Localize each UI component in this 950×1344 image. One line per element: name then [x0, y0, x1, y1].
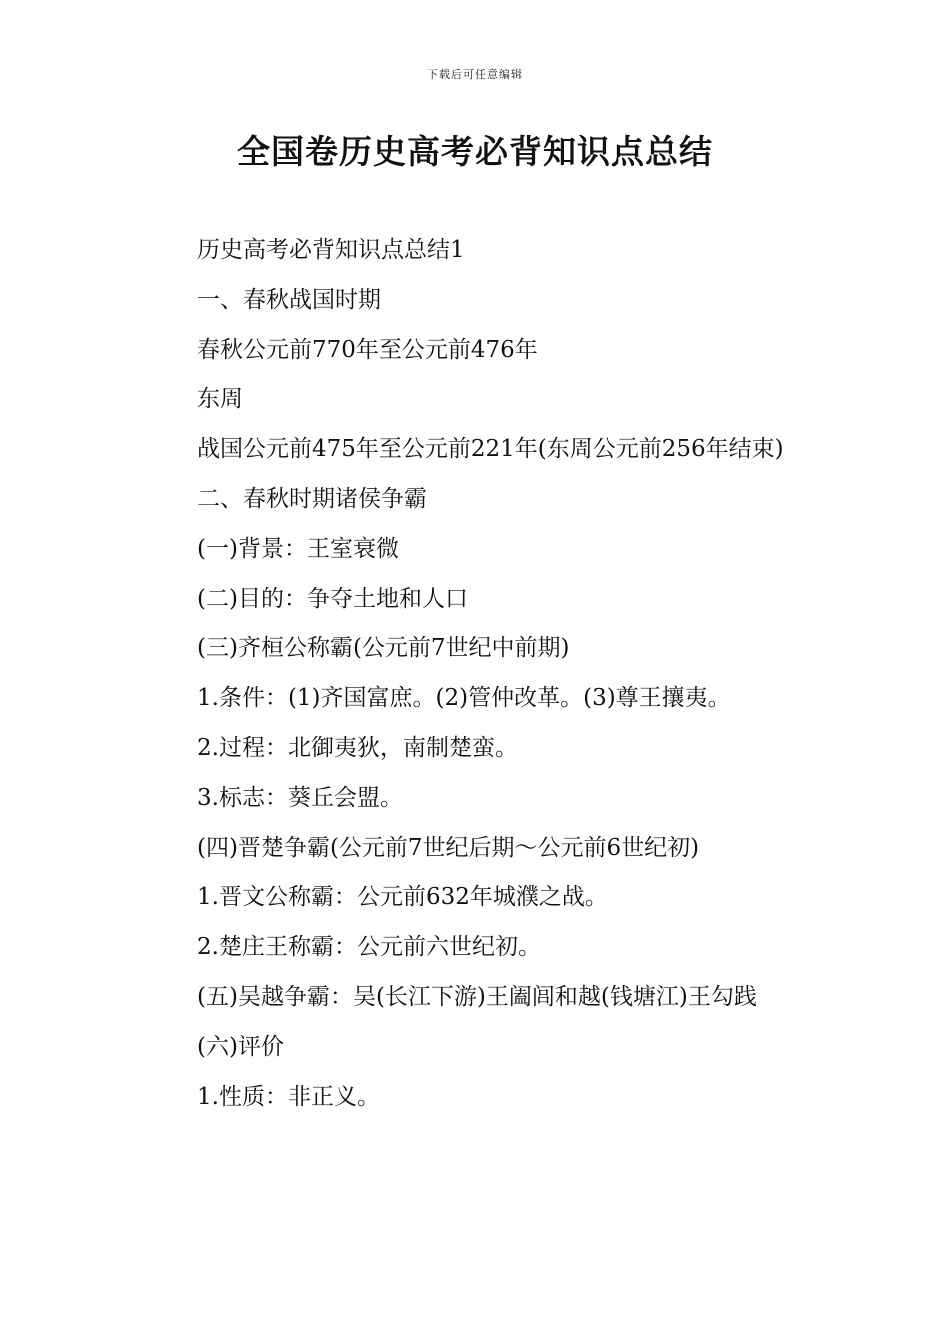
paragraph: 2.楚庄王称霸：公元前六世纪初。	[197, 934, 541, 961]
paragraph: 3.标志：葵丘会盟。	[197, 784, 403, 811]
paragraph: 2.过程：北御夷狄，南制楚蛮。	[197, 734, 518, 761]
paragraph: (四)晋楚争霸(公元前7世纪后期～公元前6世纪初)	[197, 834, 700, 861]
paragraph: 东周	[197, 386, 243, 413]
paragraph: 战国公元前475年至公元前221年(东周公元前256年结束)	[197, 436, 784, 463]
header-note: 下载后可任意编辑	[427, 68, 523, 81]
paragraph: 1.性质：非正义。	[197, 1083, 380, 1110]
section-heading: 一、春秋战国时期	[197, 286, 381, 313]
paragraph: 1.条件：(1)齐国富庶。(2)管仲改革。(3)尊王攘夷。	[197, 685, 731, 712]
paragraph: (三)齐桓公称霸(公元前7世纪中前期)	[197, 635, 570, 662]
paragraph: 1.晋文公称霸：公元前632年城濮之战。	[197, 884, 608, 911]
paragraph: (一)背景：王室衰微	[197, 535, 399, 562]
document-title: 全国卷历史高考必背知识点总结	[237, 132, 713, 171]
paragraph: (六)评价	[197, 1033, 284, 1060]
paragraph: 历史高考必背知识点总结1	[197, 237, 465, 263]
paragraph: (五)吴越争霸：吴(长江下游)王阖闾和越(钱塘江)王勾践	[197, 983, 757, 1010]
section-heading: 二、春秋时期诸侯争霸	[197, 485, 427, 512]
paragraph: (二)目的：争夺土地和人口	[197, 585, 468, 612]
paragraph: 春秋公元前770年至公元前476年	[197, 336, 538, 363]
document-body	[145, 226, 810, 1122]
